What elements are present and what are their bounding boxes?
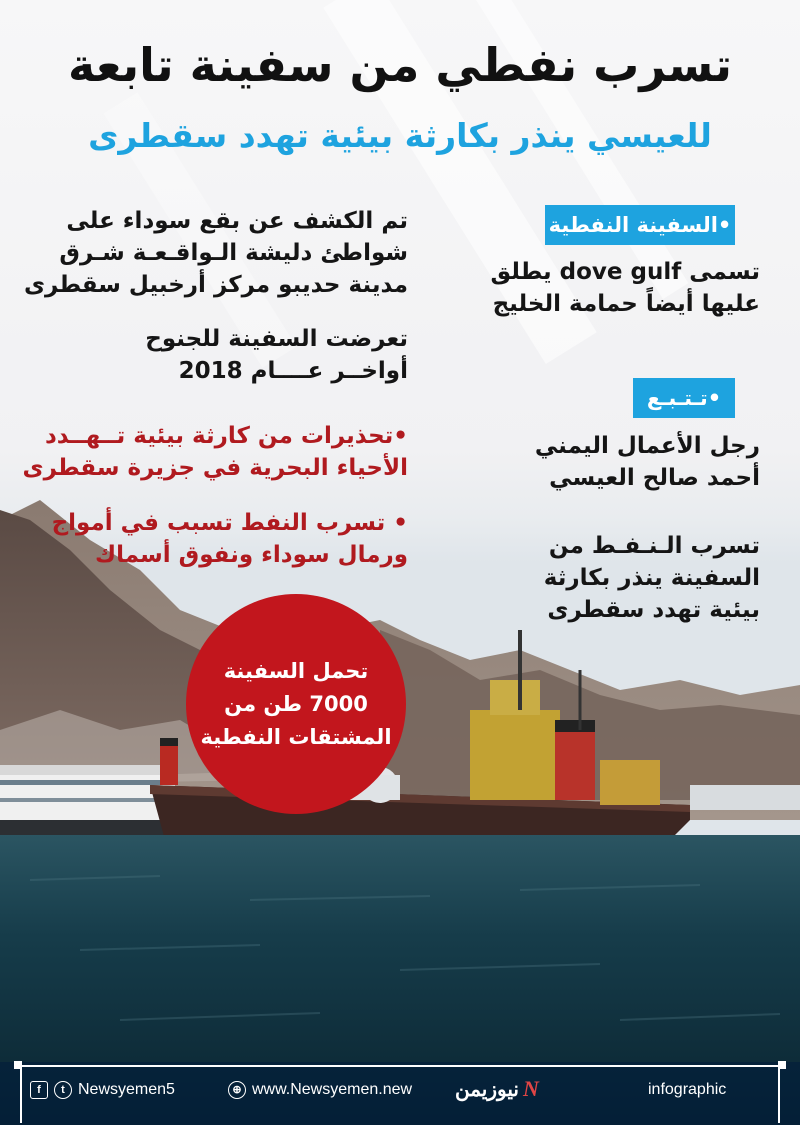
capacity-line: تحمل السفينة [223,658,369,683]
spill-description [430,530,760,626]
footer-bar [0,1062,800,1125]
warning-line: الأحياء البحرية في جزيرة سقطرى [22,455,408,481]
breakdown-line: أواخــر عــــام 2018 [178,358,408,384]
brand-letter: N [522,1076,539,1101]
ship-line: عليها أيضاً حمامة الخليج [492,291,760,317]
brand-logo [455,1076,539,1102]
spill-line: تسرب الـنـفـط من [548,533,760,559]
page-subtitle: للعيسي ينذر بكارثة بيئية تهدد سقطرى [88,116,712,155]
spill-effects-line: • تسرب النفط تسبب في أمواج [51,510,408,536]
website-url[interactable]: www.Newsyemen.new [252,1081,413,1098]
discovery-line: مدينة حديبو مركز أرخبيل سقطرى [23,272,408,298]
globe-icon: ⊕ [228,1081,246,1099]
social-links[interactable] [30,1079,175,1101]
ship-line: تسمى dove gulf يطلق [490,259,760,285]
spill-line: بيئية تهدد سقطرى [547,597,760,623]
owner-line: رجل الأعمال اليمني [534,433,760,459]
facebook-icon[interactable]: f [30,1081,48,1099]
twitter-icon[interactable]: t [54,1081,72,1099]
social-handle[interactable]: Newsyemen5 [78,1081,175,1098]
owner-tag: •تـتـبـع [633,378,735,418]
brand-name: نيوزيمن [455,1078,519,1101]
footer-divider [778,1065,780,1123]
discovery-text [8,205,408,301]
infographic-label: infographic [648,1081,727,1098]
ship-tag: •السفينة النفطية [545,205,735,245]
spill-line: السفينة ينذر بكارثة [543,565,760,591]
owner-line: أحمد صالح العيسي [549,465,760,491]
discovery-line: تم الكشف عن بقع سوداء على [66,208,408,234]
warning-text [8,420,408,484]
footer-divider [20,1065,22,1123]
spill-effects-line: ورمال سوداء ونفوق أسماك [95,542,408,568]
capacity-circle [186,594,406,814]
page-title: تسرب نفطي من سفينة تابعة [67,38,733,92]
website-link[interactable] [228,1079,412,1101]
discovery-line: شواطئ دليشة الـواقـعـة شـرق [59,240,408,266]
owner-description [430,430,760,494]
warning-line: •تحذيرات من كارثة بيئية تــهــدد [44,423,408,449]
ship-description [430,256,760,320]
footer-divider [20,1065,780,1067]
breakdown-line: تعرضت السفينة للجنوح [145,326,408,352]
breakdown-text [8,323,408,387]
capacity-line: 7000 طن من [224,691,368,716]
spill-effects-text [8,507,408,571]
capacity-line: المشتقات النفطية [200,724,392,749]
